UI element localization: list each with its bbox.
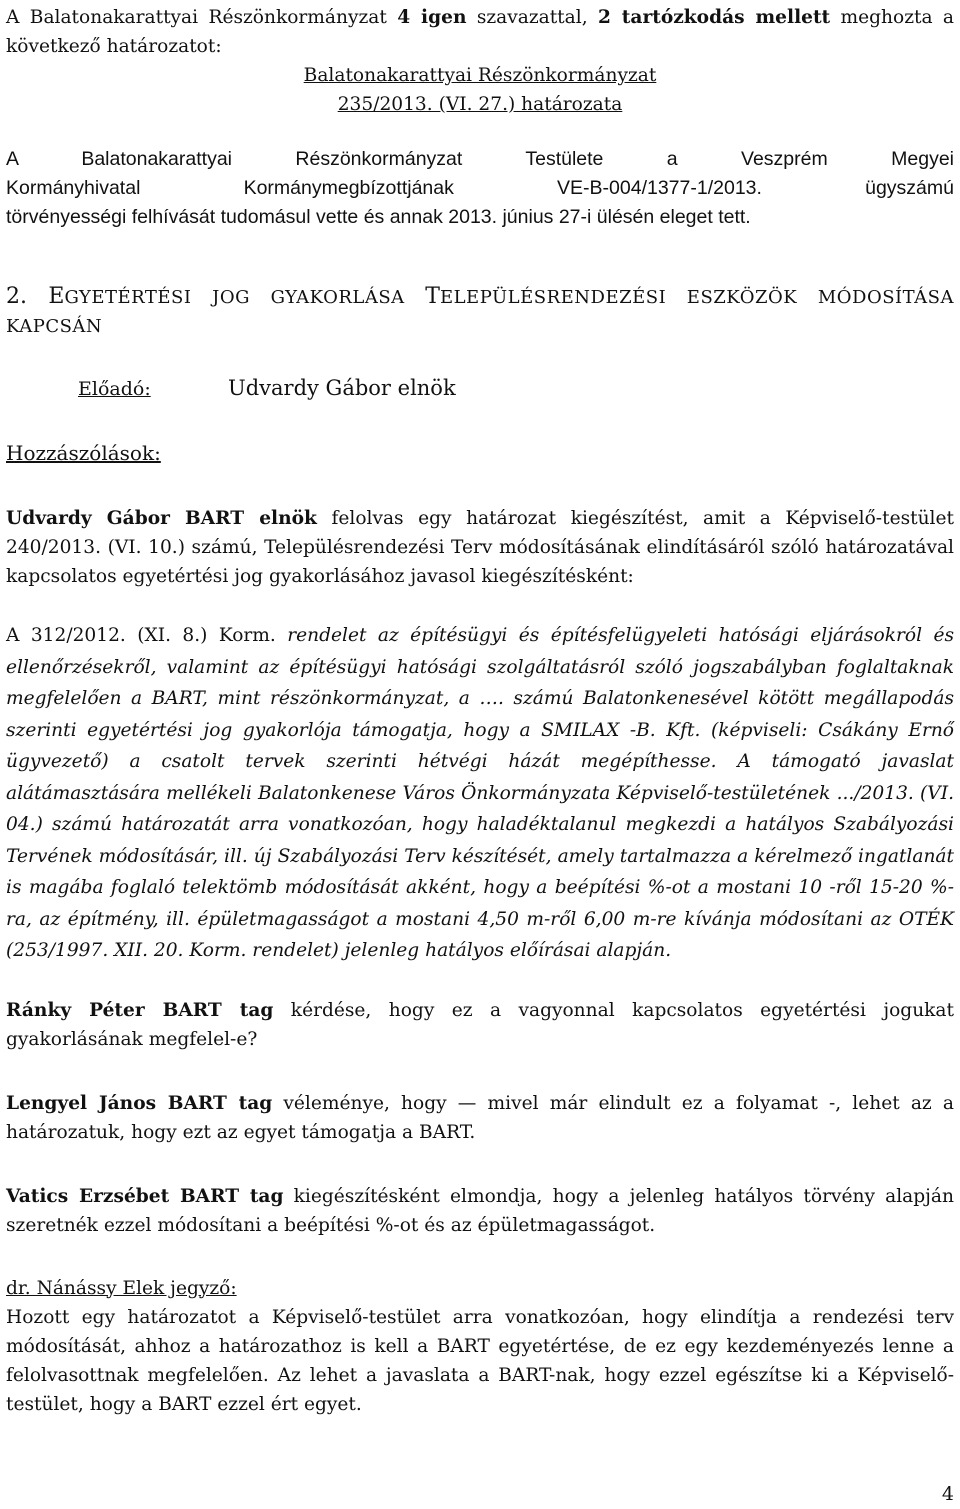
comment-lengyel bbox=[6, 1089, 954, 1147]
intro-text-a: A Balatonakarattyai Részönkormányzat bbox=[6, 7, 398, 28]
clerk-comment-text: Hozott egy határozatot a Képviselő-testület arra vonatkozóan, hogy elindítja a rendezési terv módosítását, ahhoz a határozathoz is kell a BART egyetértése, de ez egy kezdeményezés lenne a felolvasottnak megfelelően. Az lehet a javaslata a BART-nak, hogy ezzel egészítse ki a Képviselő-testület, hogy a BART ezzel ért egyet. bbox=[6, 1306, 954, 1415]
comment-text: kérdése, hogy ez a vagyonnal kapcsolatos egyetértési jogukat gyakorlásának megfelel-e? bbox=[6, 999, 954, 1050]
speaker-name: Vatics Erzsébet BART tag bbox=[6, 1185, 284, 1207]
proposed-resolution-text bbox=[6, 620, 954, 967]
agenda-number: 2. bbox=[6, 284, 49, 309]
resolution-title bbox=[6, 61, 954, 119]
speaker-name: Udvardy Gábor BART elnök bbox=[6, 508, 317, 529]
agenda-item-heading bbox=[6, 282, 954, 341]
intro-text-e: meghozta a következő határozatot: bbox=[6, 7, 954, 57]
resolution-body-line-3: törvényességi felhívását tudomásul vette és annak 2013. június 27-i ülésén eleget tett. bbox=[6, 206, 751, 228]
intro-votes-abstain: 2 tartózkodás mellett bbox=[597, 7, 831, 28]
resolution-body bbox=[6, 145, 954, 232]
intro-text-c: szavazattal, bbox=[466, 7, 598, 28]
comment-text: véleménye, hogy — mivel már elindult ez a folyamat -, lehet az a határozatuk, hogy ezt az egyet támogatja a BART. bbox=[6, 1092, 954, 1143]
proposal-lead: A 312/2012. (XI. 8.) Korm. bbox=[6, 625, 276, 646]
comments-heading: Hozzászólások: bbox=[6, 441, 161, 465]
speaker-name: Ránky Péter BART tag bbox=[6, 999, 274, 1021]
comment-text: felolvas egy határozat kiegészítést, amit a Képviselő-testület 240/2013. (VI. 10.) számú, Településrendezési Terv módosításának elindításáról szóló határozatával kapcsolatos egyetértési jog gyakorlásához javasol kiegészítésként: bbox=[6, 508, 954, 587]
resolution-body-name: Balatonakarattyai Részönkormányzat bbox=[303, 65, 657, 86]
comment-udvardy bbox=[6, 504, 954, 591]
resolution-body-line-1: A Balatonakarattyai Részönkormányzat Testülete a Veszprém Megyei bbox=[6, 148, 954, 170]
agenda-heading-line-1: 2. EGYETÉRTÉSI JOG GYAKORLÁSA TELEPÜLÉSRENDEZÉSI ESZKÖZÖK MÓDOSÍTÁSA bbox=[6, 284, 954, 309]
intro-votes-yes: 4 igen bbox=[397, 7, 467, 28]
comment-vatics bbox=[6, 1182, 954, 1240]
proposal-text: rendelet az építésügyi és építésfelügyeleti hatósági eljárásokról és ellenőrzésekről, valamint az építésügyi hatósági szolgáltatásról szóló jogszabályban foglaltaknak megfelelően a BART, mint részönkormányzat, a …. számú Balatonkenesével kötött megállapodás szerinti egyetértési jog gyakorlója támogatja, hogy a SMILAX -B. Kft. (képviseli: Csákány Ernő ügyvezető) a csatolt tervek szerinti hétvégi házát megépíthesse. A támogató javaslat alátámasztására mellékeli Balatonkenese Város Önkormányzata Képviselő-testületének .../2013. (VI. 04.) számú határozatát arra vonatkozóan, hogy haladéktalanul megkezdi a hatályos Szabályozási Tervének módosításár, ill. új Szabályozási Terv készítését, amely tartalmazza a kérelmező ingatlanát is magába foglaló telektömb módosítását akként, hogy a beépítési %-ot a mostani 10 -ről 15-20 %-ra, az építmény, ill. épületmagasságot a mostani 4,50 m-ről 6,00 m-re kívánja módosítani az OTÉK (253/1997. XII. 20. Korm. rendelet) jelenleg hatályos előírásai alapján. bbox=[6, 625, 955, 961]
page-number: 4 bbox=[941, 1483, 954, 1505]
presenter-line bbox=[6, 374, 954, 404]
presenter-name: Udvardy Gábor elnök bbox=[228, 376, 456, 400]
intro-paragraph bbox=[6, 0, 954, 61]
speaker-name: Lengyel János BART tag bbox=[6, 1092, 273, 1114]
agenda-heading-line-2: KAPCSÁN bbox=[6, 316, 103, 337]
comment-text: kiegészítésként elmondja, hogy a jelenleg hatályos törvény alapján szeretnék ezzel módosítani a beépítési %-ot és az épületmagasságot. bbox=[6, 1185, 954, 1236]
presenter-label: Előadó: bbox=[78, 378, 151, 400]
comment-ranky bbox=[6, 996, 954, 1054]
resolution-number: 235/2013. (VI. 27.) határozata bbox=[337, 94, 623, 115]
clerk-heading: dr. Nánássy Elek jegyző: bbox=[6, 1277, 237, 1299]
resolution-body-line-2: Kormányhivatal Kormánymegbízottjának VE-B-004/1377-1/2013. ügyszámú bbox=[6, 177, 954, 199]
